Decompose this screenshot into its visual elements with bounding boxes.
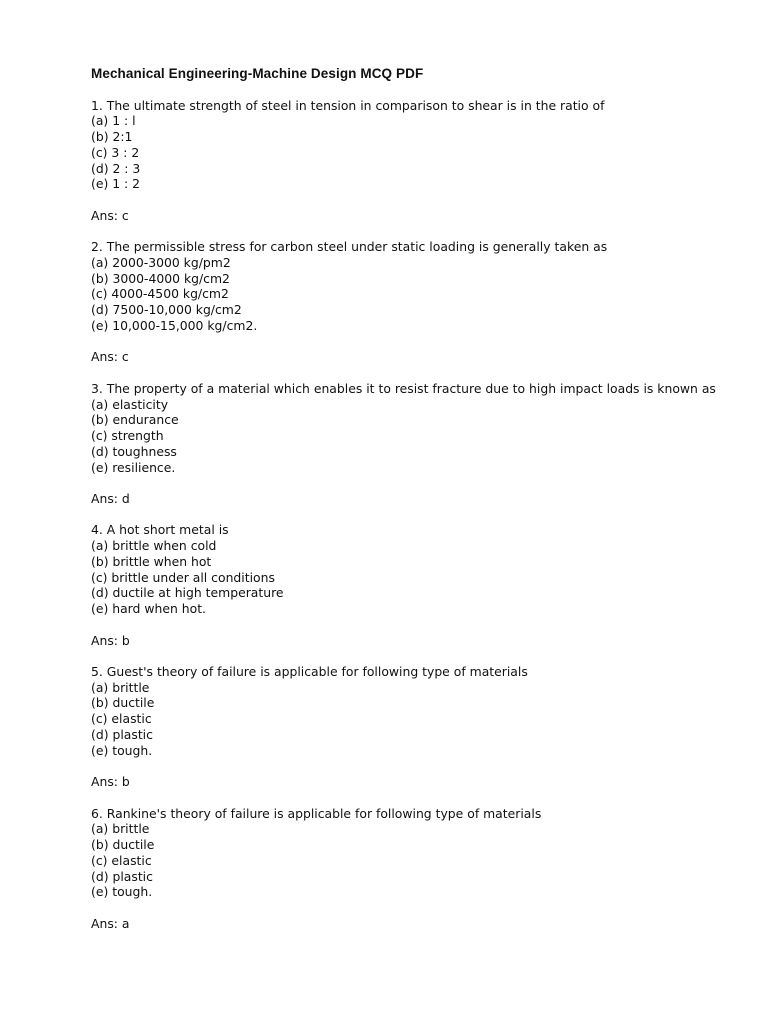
document-title: Mechanical Engineering-Machine Design MCQ PDF — [91, 66, 424, 81]
option-item: (c) elastic — [91, 711, 152, 727]
option-item: (c) elastic — [91, 852, 152, 868]
option-item: (d) toughness — [91, 443, 177, 459]
option-item: (c) 3 : 2 — [91, 144, 140, 160]
option-item: (d) plastic — [91, 868, 153, 884]
answer-text: Ans: a — [91, 915, 130, 931]
option-item: (a) 2000-3000 kg/pm2 — [91, 254, 231, 270]
answer-text: Ans: b — [91, 774, 130, 790]
option-list — [91, 113, 731, 192]
question-block — [91, 664, 731, 790]
option-list — [91, 397, 731, 476]
option-item: (c) 4000-4500 kg/cm2 — [91, 286, 229, 302]
option-list — [91, 821, 731, 900]
answer-text: Ans: b — [91, 632, 130, 648]
question-stem: 2. The permissible stress for carbon steel under static loading is generally taken as — [91, 239, 608, 255]
option-list — [91, 538, 731, 617]
answer-text: Ans: c — [91, 207, 129, 223]
question-stem: 6. Rankine's theory of failure is applicable for following type of materials — [91, 805, 542, 821]
option-item: (d) ductile at high temperature — [91, 585, 284, 601]
option-item: (e) tough. — [91, 884, 153, 900]
answer-text: Ans: d — [91, 491, 130, 507]
option-item: (d) 7500-10,000 kg/cm2 — [91, 302, 242, 318]
option-item: (a) 1 : l — [91, 113, 136, 129]
question-stem: 4. A hot short metal is — [91, 522, 229, 538]
option-item: (e) resilience. — [91, 459, 176, 475]
question-stem: 5. Guest's theory of failure is applicable for following type of materials — [91, 663, 528, 679]
question-block — [91, 98, 731, 224]
option-item: (d) plastic — [91, 726, 153, 742]
option-list — [91, 255, 731, 334]
option-item: (c) brittle under all conditions — [91, 569, 275, 585]
question-block — [91, 522, 731, 648]
option-list — [91, 680, 731, 759]
option-item: (e) 1 : 2 — [91, 176, 141, 192]
option-item: (d) 2 : 3 — [91, 160, 141, 176]
question-block — [91, 239, 731, 365]
option-item: (b) ductile — [91, 695, 155, 711]
option-item: (a) brittle — [91, 679, 150, 695]
question-block — [91, 806, 731, 932]
option-item: (e) hard when hot. — [91, 601, 206, 617]
question-stem: 3. The property of a material which enables it to resist fracture due to high impact loads is known as — [91, 380, 716, 396]
option-item: (a) brittle when cold — [91, 538, 217, 554]
option-item: (b) 2:1 — [91, 129, 133, 145]
option-item: (e) 10,000-15,000 kg/cm2. — [91, 317, 258, 333]
option-item: (b) brittle when hot — [91, 553, 212, 569]
question-stem: 1. The ultimate strength of steel in tension in comparison to shear is in the ratio of — [91, 97, 605, 113]
answer-text: Ans: c — [91, 349, 129, 365]
option-item: (c) strength — [91, 428, 164, 444]
option-item: (a) brittle — [91, 821, 150, 837]
option-item: (b) 3000-4000 kg/cm2 — [91, 270, 230, 286]
option-item: (b) endurance — [91, 412, 179, 428]
document-page — [91, 66, 731, 947]
option-item: (a) elasticity — [91, 396, 169, 412]
option-item: (e) tough. — [91, 742, 153, 758]
question-block — [91, 381, 731, 507]
option-item: (b) ductile — [91, 837, 155, 853]
